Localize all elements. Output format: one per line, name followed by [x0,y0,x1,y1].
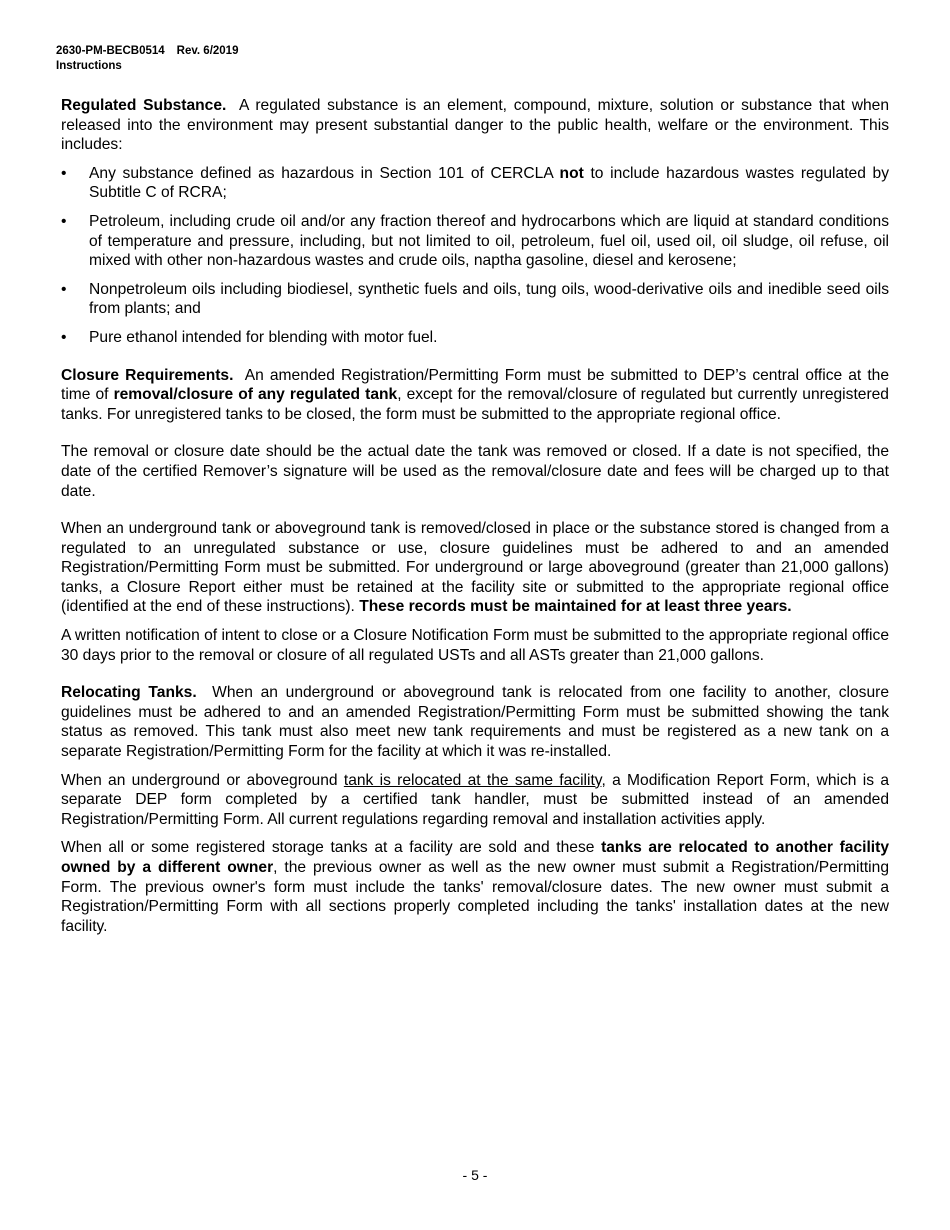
regulated-substance-heading: Regulated Substance. [61,97,227,114]
list-item: • Petroleum, including crude oil and/or any fraction thereof and hydrocarbons which are liquid at standard conditions of temperature and pressure, including, but not limited to oil, petroleum, fuel oil, used oil, oil sludge, oil refuse, oil mixed with other non-hazardous wastes and crude oils, naptha gasoline, diesel and kerosene; [61,212,889,270]
document-number: 2630-PM-BECB0514 [56,45,165,57]
closure-guidelines-paragraph: When an underground tank or aboveground tank is removed/closed in place or the substance stored is changed from a regulated to an unregulated substance or use, closure guidelines must be adhered to and an amended Registration/Permitting Form must be submitted. For underground or large aboveground (greater than 21,000 gallons) tanks, a Closure Report either must be retained at the facility site or submitted to the appropriate regional office (identified at the end of these instructions). These records must be maintained for at least three years. [61,520,889,616]
bullet-icon: • [61,164,67,182]
list-item: • Nonpetroleum oils including biodiesel, synthetic fuels and oils, tung oils, wood-derivative oils and inedible seed oils from plants; and [61,280,889,318]
closure-date-paragraph: The removal or closure date should be the actual date the tank was removed or closed. If a date is not specified, the date of the certified Remover’s signature will be used as the removal/closure date and fees will be charged up to that date. [61,443,889,500]
revision-label: Rev. 6/2019 [176,45,239,57]
relocating-tanks-heading: Relocating Tanks. [61,684,197,702]
list-item: • Pure ethanol intended for blending with motor fuel. [61,328,438,346]
closure-requirements-paragraph: Closure Requirements. An amended Registration/Permitting Form must be submitted to DEP’s central office at the time of removal/closure of any regulated tank, except for the removal/closure of regulated but currently unregistered tanks. For unregistered tanks to be closed, the form must be submitted to the appropriate regional office. [61,366,890,423]
different-owner-paragraph: When all or some registered storage tanks at a facility are sold and these tanks are relocated to another facility owned by a different owner, the previous owner as well as the new owner must submit a Registration/Permitting Form. The previous owner's form must include the tanks' removal/closure dates. The new owner must submit a Registration/Permitting Form with all sections properly completed including the tanks' installation dates at the new facility. [61,839,889,935]
same-facility-paragraph: When an underground or aboveground tank is relocated at the same facility, a Modification Report Form, which is a separate DEP form completed by a certified tank handler, must be submitted instead of an amended Registration/Permitting Form. All current regulations regarding removal and installation activities apply. [61,771,889,828]
page-number: - 5 - [462,1167,488,1183]
page-content [61,96,889,945]
bullet-icon: • [61,212,67,230]
header-section: Instructions [56,60,122,72]
regulated-substance-intro: A regulated substance is an element, compound, mixture, solution or substance that when released into the environment may present substantial danger to the public health, welfare or the environment. This includes: [61,97,889,154]
bullet-icon: • [61,328,67,346]
bullet-icon: • [61,280,67,298]
closure-notification-paragraph: A written notification of intent to close or a Closure Notification Form must be submitted to the appropriate regional office 30 days prior to the removal or closure of all regulated USTs and all ASTs greater than 21,000 gallons. [61,627,889,664]
header-line-1 [56,44,238,59]
page-header [56,44,238,74]
relocating-tanks-paragraph: Relocating Tanks. When an underground or aboveground tank is relocated from one facility to another, closure guidelines must be adhered to and an amended Registration/Permitting Form must be submitted showing the tank status as removed. This tank must also meet new tank requirements and must be registered as a new tank on a separate Registration/Permitting Form for the facility at which it was re-installed. [61,684,890,761]
closure-requirements-heading: Closure Requirements. [61,366,234,384]
regulated-substance-paragraph [61,96,889,155]
list-item: • Any substance defined as hazardous in Section 101 of CERCLA not to include hazardous wastes regulated by Subtitle C of RCRA; [61,164,889,202]
regulated-substance-list [61,164,889,348]
